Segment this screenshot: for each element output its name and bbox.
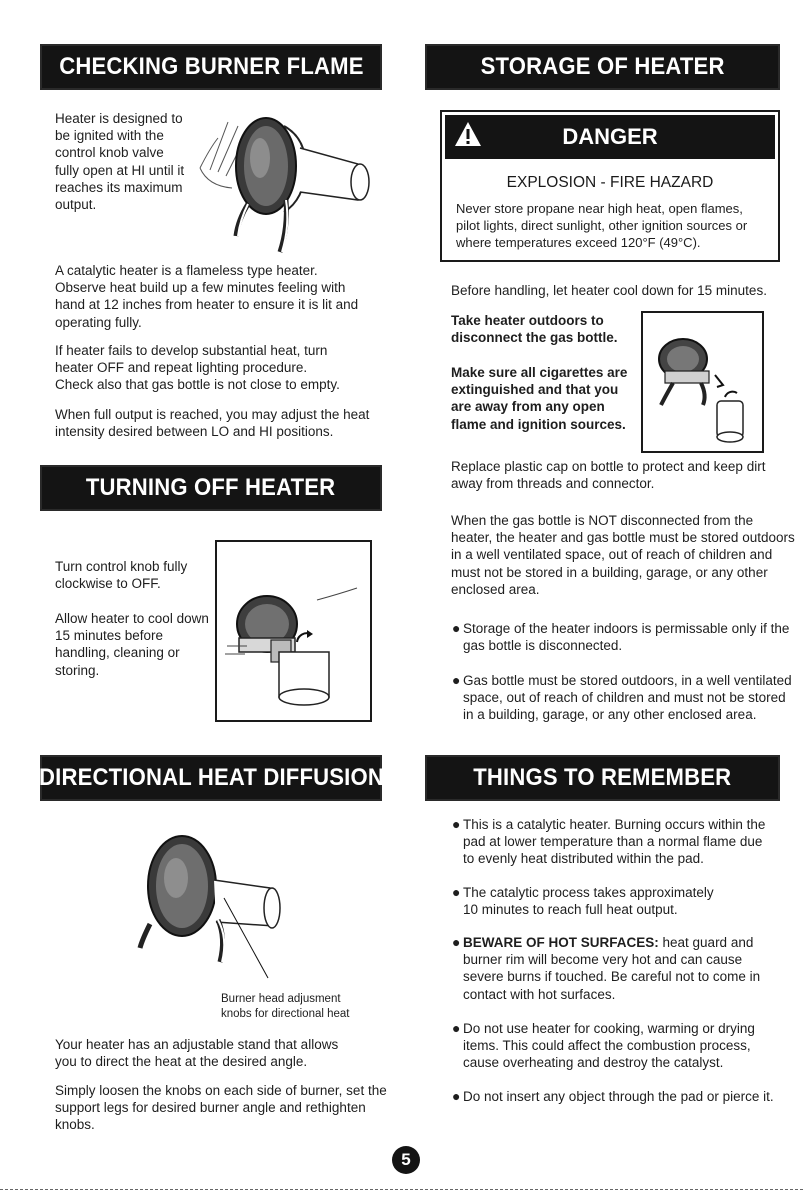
- text-line: 15 minutes before: [55, 628, 164, 644]
- text-line: When full output is reached, you may adjust the heat: [55, 407, 370, 422]
- checking-para3: [55, 406, 395, 440]
- text-line: knobs for directional heat: [221, 1008, 350, 1020]
- storage-take-outdoors: [451, 312, 641, 346]
- text-line: heat guard and: [658, 935, 754, 950]
- text-line: extinguished and that you: [451, 382, 619, 398]
- disconnect-figure-box: [641, 311, 764, 453]
- remember-bullet-4: [452, 1020, 783, 1072]
- text-line: flame and ignition sources.: [451, 416, 626, 432]
- section-title: DIRECTIONAL HEAT DIFFUSION: [38, 764, 384, 791]
- text-line: away from threads and connector.: [451, 476, 655, 492]
- directional-para2: [55, 1082, 395, 1134]
- text-line: handling, cleaning or: [55, 645, 180, 661]
- text-line: contact with hot surfaces.: [463, 986, 616, 1002]
- section-banner-remember: [425, 755, 780, 801]
- text-line: heater OFF and repeat lighting procedure.: [55, 360, 308, 376]
- heater-with-hand-illustration: [188, 108, 378, 258]
- text-line: hand at 12 inches from heater to ensure it is lit and: [55, 297, 359, 313]
- turning-off-figure-box: [215, 540, 372, 722]
- danger-title: DANGER: [562, 124, 658, 149]
- bullet-dot: ●: [452, 934, 461, 950]
- text-line: Gas bottle must be stored outdoors, in a well ventilated: [463, 673, 792, 688]
- footer-dashed-rule: [0, 1189, 803, 1191]
- text-line: knobs.: [55, 1117, 95, 1133]
- text-line: Burner head adjusment: [221, 993, 341, 1005]
- text-line: must not be stored in a building, garage, or any other: [451, 564, 768, 580]
- text-line: Your heater has an adjustable stand that allows: [55, 1037, 339, 1052]
- text-line: enclosed area.: [451, 581, 540, 597]
- text-line: control knob valve: [55, 145, 164, 161]
- text-line: 10 minutes to reach full heat output.: [463, 902, 678, 918]
- bottle-disconnect-illustration: [643, 313, 762, 451]
- section-banner-storage: [425, 44, 780, 90]
- text-line: fully open at HI until it: [55, 162, 185, 178]
- text-line: Never store propane near high heat, open flames,: [456, 201, 743, 216]
- storage-bullet-2: [452, 672, 798, 724]
- checking-para1: [55, 262, 395, 331]
- text-line: to evenly heat distributed within the pad.: [463, 851, 704, 867]
- text-line: Do not insert any object through the pad or pierce it.: [463, 1089, 774, 1104]
- text-line: intensity desired between LO and HI positions.: [55, 424, 334, 440]
- remember-bullet-5: [452, 1088, 783, 1105]
- danger-box: [440, 110, 780, 262]
- warning-triangle-icon: [454, 120, 482, 148]
- bullet-dot: ●: [452, 1088, 461, 1104]
- text-line: Heater is designed to: [55, 111, 183, 126]
- text-line: When the gas bottle is NOT disconnected from the: [451, 513, 754, 528]
- bullet-dot: ●: [452, 816, 461, 832]
- danger-header: [445, 115, 775, 159]
- text-line: Allow heater to cool down: [55, 611, 209, 626]
- text-line: in a well ventilated space, out of reach of children and: [451, 547, 773, 563]
- text-line: Replace plastic cap on bottle to protect and keep dirt: [451, 459, 766, 474]
- remember-bullet-3: [452, 934, 783, 1003]
- text-line: clockwise to OFF.: [55, 576, 161, 592]
- danger-subtitle: EXPLOSION - FIRE HAZARD: [506, 174, 714, 191]
- text-line: burner rim will become very hot and can cause: [463, 952, 743, 968]
- danger-text: [456, 200, 766, 252]
- text-line: Turn control knob fully: [55, 559, 188, 574]
- text-line: Storage of the heater indoors is permissable only if the: [463, 621, 790, 636]
- text-line: severe burns if touched. Be careful not to come in: [463, 969, 761, 985]
- bullet-dot: ●: [452, 620, 461, 636]
- turning-off-para1: [55, 558, 215, 592]
- text-line: be ignited with the: [55, 128, 164, 144]
- text-line: This is a catalytic heater. Burning occurs within the: [463, 817, 766, 832]
- storage-when: [451, 512, 801, 598]
- section-banner-checking: [40, 44, 382, 90]
- bullet-dot: ●: [452, 672, 461, 688]
- text-line: you to direct the heat at the desired angle.: [55, 1054, 308, 1070]
- storage-before: Before handling, let heater cool down for 15 minutes.: [451, 283, 767, 298]
- text-line: disconnect the gas bottle.: [451, 330, 618, 346]
- remember-bullet-2: [452, 884, 783, 918]
- section-title: CHECKING BURNER FLAME: [58, 53, 364, 80]
- storage-bullet-1: [452, 620, 798, 654]
- hot-surfaces-warning: BEWARE OF HOT SURFACES:: [463, 935, 659, 950]
- bullet-dot: ●: [452, 1020, 461, 1036]
- text-line: heater, the heater and gas bottle must be stored outdoors: [451, 530, 795, 546]
- section-title: STORAGE OF HEATER: [480, 53, 725, 80]
- text-line: Make sure all cigarettes are: [451, 365, 628, 380]
- text-line: Check also that gas bottle is not close to empty.: [55, 377, 340, 393]
- text-line: Take heater outdoors to: [451, 313, 604, 328]
- text-line: support legs for desired burner angle and rethighten: [55, 1100, 366, 1116]
- section-title: TURNING OFF HEATER: [86, 474, 336, 501]
- text-line: gas bottle is disconnected.: [463, 638, 623, 654]
- text-line: The catalytic process takes approximately: [463, 885, 714, 900]
- text-line: A catalytic heater is a flameless type heater.: [55, 263, 318, 278]
- knob-heater-illustration: [217, 542, 370, 720]
- section-title: THINGS TO REMEMBER: [473, 764, 732, 791]
- text-line: If heater fails to develop substantial heat, turn: [55, 343, 328, 358]
- text-line: in a building, garage, or any other enclosed area.: [463, 707, 757, 723]
- directional-heater-illustration: [130, 828, 310, 988]
- storage-replace: [451, 458, 791, 492]
- page-number: 5: [392, 1146, 420, 1174]
- text-line: items. This could affect the combustion process,: [463, 1038, 751, 1054]
- directional-caption: [221, 992, 350, 1022]
- text-line: where temperatures exceed 120°F (49°C).: [456, 235, 701, 251]
- directional-para1: [55, 1036, 395, 1070]
- turning-off-para2: [55, 610, 215, 679]
- remember-bullet-1: [452, 816, 783, 868]
- storage-make-sure: [451, 364, 641, 433]
- text-line: output.: [55, 197, 97, 213]
- text-line: Do not use heater for cooking, warming or drying: [463, 1021, 755, 1036]
- section-banner-directional: [40, 755, 382, 801]
- bullet-dot: ●: [452, 884, 461, 900]
- text-line: operating fully.: [55, 314, 142, 330]
- text-line: pilot lights, direct sunlight, other ignition sources or: [456, 218, 748, 234]
- text-line: Observe heat build up a few minutes feeling with: [55, 280, 346, 296]
- text-line: Simply loosen the knobs on each side of burner, set the: [55, 1083, 387, 1098]
- checking-para2: [55, 342, 395, 394]
- text-line: cause overheating and destroy the catalyst.: [463, 1055, 724, 1071]
- section-banner-turning-off: [40, 465, 382, 511]
- text-line: reaches its maximum: [55, 179, 183, 195]
- text-line: space, out of reach of children and must not be stored: [463, 690, 786, 706]
- text-line: pad at lower temperature than a normal flame due: [463, 834, 763, 850]
- text-line: storing.: [55, 662, 100, 678]
- text-line: are away from any open: [451, 399, 605, 415]
